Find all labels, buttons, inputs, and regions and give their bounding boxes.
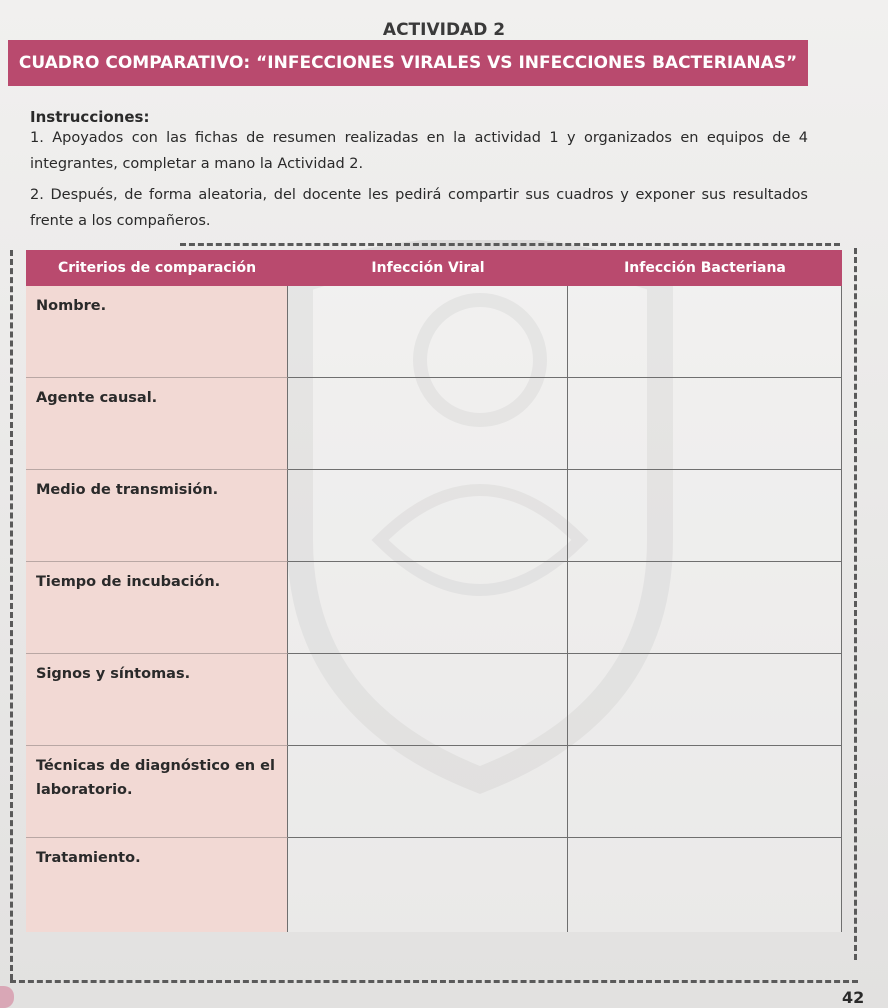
page-title: CUADRO COMPARATIVO: “INFECCIONES VIRALES VS INFECCIONES BACTERIANAS” — [18, 53, 798, 73]
viral-answer-cell[interactable] — [288, 470, 568, 562]
row-label: Tiempo de incubación. — [26, 562, 288, 654]
bacterial-answer-cell[interactable] — [568, 378, 842, 470]
viral-answer-cell[interactable] — [288, 378, 568, 470]
viral-answer-cell[interactable] — [288, 562, 568, 654]
table-row — [26, 470, 842, 562]
column-header-criteria: Criterios de comparación — [57, 260, 257, 276]
row-label: Tratamiento. — [26, 838, 288, 932]
bacterial-answer-cell[interactable] — [568, 286, 842, 378]
dashed-border-top — [180, 243, 840, 246]
table-row — [26, 562, 842, 654]
instructions-heading: Instrucciones: — [30, 108, 150, 126]
table-header-row — [26, 250, 842, 286]
bacterial-answer-cell[interactable] — [568, 562, 842, 654]
instruction-step-1: 1. Apoyados con las fichas de resumen realizadas en la actividad 1 y organizados en equipos de 4 integrantes, completar a mano la Actividad 2. — [30, 130, 808, 172]
comparison-table — [26, 250, 842, 932]
table-row — [26, 378, 842, 470]
column-header-viral: Infección Viral — [371, 260, 485, 276]
table-row — [26, 746, 842, 838]
activity-label: ACTIVIDAD 2 — [382, 20, 506, 40]
title-banner — [8, 40, 808, 86]
dashed-border-right — [854, 248, 857, 960]
bacterial-answer-cell[interactable] — [568, 838, 842, 932]
bacterial-answer-cell[interactable] — [568, 746, 842, 838]
dashed-border-left — [10, 250, 13, 980]
viral-answer-cell[interactable] — [288, 286, 568, 378]
row-label: Signos y síntomas. — [26, 654, 288, 746]
row-label: Técnicas de diagnóstico en el laboratorio. — [26, 746, 288, 838]
viral-answer-cell[interactable] — [288, 746, 568, 838]
table-row — [26, 654, 842, 746]
bacterial-answer-cell[interactable] — [568, 470, 842, 562]
viral-answer-cell[interactable] — [288, 838, 568, 932]
row-label: Medio de transmisión. — [26, 470, 288, 562]
table-row — [26, 838, 842, 932]
table-row — [26, 286, 842, 378]
row-label: Nombre. — [26, 286, 288, 378]
row-label: Agente causal. — [26, 378, 288, 470]
instruction-step-2: 2. Después, de forma aleatoria, del docente les pedirá compartir sus cuadros y exponer sus resultados frente a los compañeros. — [30, 187, 808, 229]
page-number: 42 — [842, 988, 865, 1007]
viral-answer-cell[interactable] — [288, 654, 568, 746]
dashed-border-bottom — [10, 980, 858, 983]
corner-tab-mark — [0, 986, 14, 1008]
bacterial-answer-cell[interactable] — [568, 654, 842, 746]
column-header-bacterial: Infección Bacteriana — [624, 260, 786, 276]
